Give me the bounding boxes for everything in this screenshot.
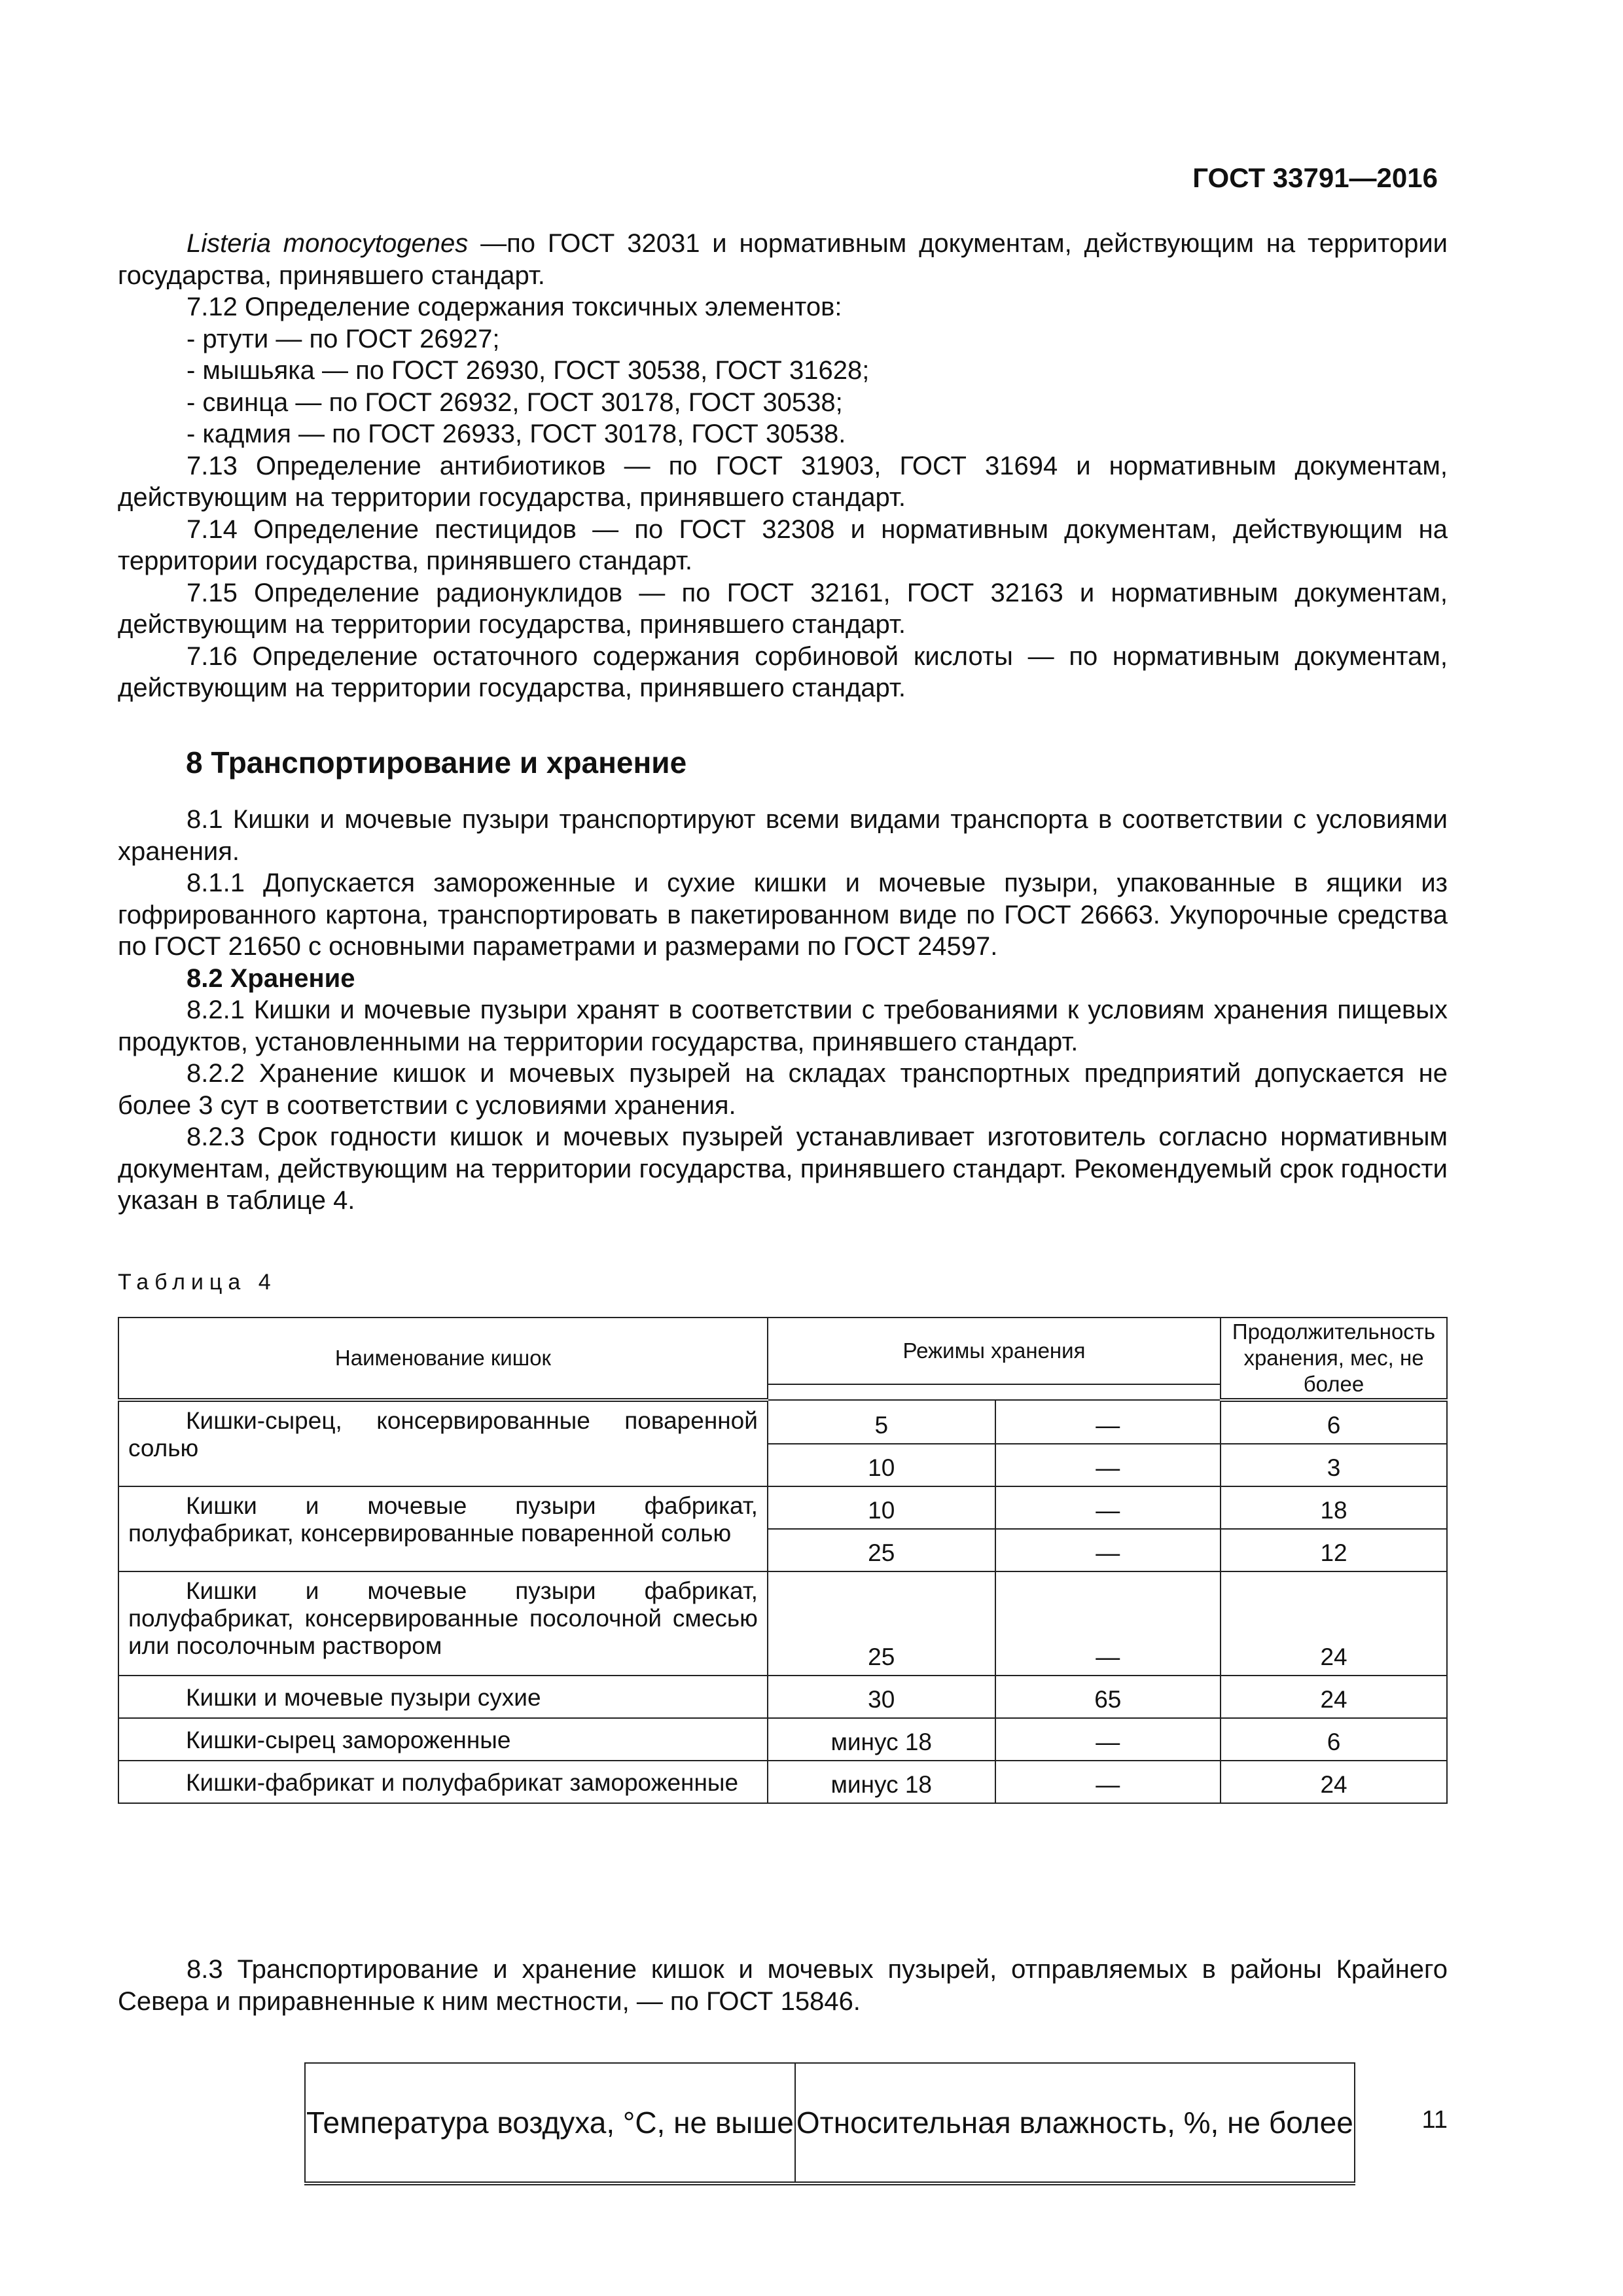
cell-temperature: 30	[768, 1676, 995, 1718]
cell-temperature: 25	[768, 1571, 995, 1676]
paragraph-7-13: 7.13 Определение антибиотиков — по ГОСТ 31903, ГОСТ 31694 и нормативным документам, действующим на территории государства, принявшего стандарт.	[118, 451, 1448, 512]
cell-humidity: —	[995, 1761, 1221, 1803]
list-item: - ртути — по ГОСТ 26927;	[187, 324, 500, 353]
cell-humidity: —	[995, 1486, 1221, 1529]
header-modes: Режимы хранения	[768, 1318, 1221, 1384]
paragraph-8-1: 8.1 Кишки и мочевые пузыри транспортируют всеми видами транспорта в соответствии с условиями хранения.	[118, 805, 1448, 866]
cell-duration: 3	[1221, 1444, 1447, 1486]
listeria-text: —по ГОСТ 32031 и нормативным документам, действующим на территории государства, принявшего стандарт.	[118, 229, 1448, 290]
cell-duration: 6	[1221, 1718, 1447, 1761]
cell-temperature: 5	[768, 1400, 995, 1444]
paragraph-7-15: 7.15 Определение радионуклидов — по ГОСТ 32161, ГОСТ 32163 и нормативным документам, действующим на территории государства, принявшего стандарт.	[118, 578, 1448, 639]
row-name: Кишки и мочевые пузыри фабрикат, полуфабрикат, консервированные посолочной смесью или посолочным раствором	[118, 1571, 768, 1676]
listeria-paragraph	[118, 228, 1448, 291]
paragraph-7-12: 7.12 Определение содержания токсичных элементов:	[187, 293, 842, 321]
paragraph-8-1-1: 8.1.1 Допускается замороженные и сухие кишки и мочевые пузыри, упакованные в ящики из гофрированного картона, транспортировать в пакетированном виде по ГОСТ 26663. Укупорочные средства по ГОСТ 21650 с основными параметрами и размерами по ГОСТ 24597.	[118, 869, 1448, 961]
cell-humidity: 65	[995, 1676, 1221, 1718]
paragraph-7-16: 7.16 Определение остаточного содержания сорбиновой кислоты — по нормативным документам, действующим на территории государства, принявшего стандарт.	[118, 641, 1448, 702]
section-8-text	[118, 804, 1448, 1217]
cell-temperature: минус 18	[768, 1761, 995, 1803]
paragraph-8-2-2: 8.2.2 Хранение кишок и мочевых пузырей на складах транспортных предприятий допускается не более 3 сут в соответствии с условиями хранения.	[118, 1059, 1448, 1120]
cell-temperature: 10	[768, 1486, 995, 1529]
paragraph-8-2-3: 8.2.3 Срок годности кишок и мочевых пузырей устанавливает изготовитель согласно нормативным документам, действующим на территории государства, принявшего стандарт. Рекомендуемый срок годности указан в таблице 4.	[118, 1122, 1448, 1215]
list-item: - мышьяка — по ГОСТ 26930, ГОСТ 30538, ГОСТ 31628;	[187, 356, 870, 385]
cell-duration: 18	[1221, 1486, 1447, 1529]
paragraph-8-3: 8.3 Транспортирование и хранение кишок и мочевых пузырей, отправляемых в районы Крайнего Севера и приравненные к ним местности, — по ГОСТ 15846.	[118, 1955, 1448, 2016]
section-7-text	[118, 228, 1448, 704]
cell-duration: 24	[1221, 1761, 1447, 1803]
section-8-heading: 8 Транспортирование и хранение	[186, 745, 687, 780]
header-name: Наименование кишок	[118, 1318, 768, 1400]
cell-humidity: —	[995, 1571, 1221, 1676]
cell-humidity: —	[995, 1529, 1221, 1571]
row-name: Кишки-сырец, консервированные поваренной солью	[118, 1400, 768, 1486]
cell-duration: 6	[1221, 1400, 1447, 1444]
list-item: - кадмия — по ГОСТ 26933, ГОСТ 30178, ГОСТ 30538.	[187, 420, 846, 448]
listeria-name: Listeria monocytogenes	[187, 229, 469, 258]
table-caption: Таблица 4	[118, 1270, 277, 1295]
cell-humidity: —	[995, 1444, 1221, 1486]
cell-temperature: 25	[768, 1529, 995, 1571]
paragraph-7-14: 7.14 Определение пестицидов — по ГОСТ 32308 и нормативным документам, действующим на территории государства, принявшего стандарт.	[118, 514, 1448, 575]
cell-humidity: —	[995, 1400, 1221, 1444]
header-temperature: Температура воздуха, °С, не выше	[305, 2063, 795, 2183]
list-item: - свинца — по ГОСТ 26932, ГОСТ 30178, ГОСТ 30538;	[187, 387, 843, 417]
header-duration: Продолжительность хранения, мес, не более	[1221, 1318, 1447, 1400]
cell-duration: 24	[1221, 1676, 1447, 1718]
cell-temperature: 10	[768, 1444, 995, 1486]
closing-text	[118, 1954, 1448, 2017]
subheading-8-2: 8.2 Хранение	[187, 963, 355, 993]
row-name: Кишки-фабрикат и полуфабрикат замороженные	[118, 1761, 768, 1803]
paragraph-8-2-1: 8.2.1 Кишки и мочевые пузыри хранят в соответствии с требованиями к условиям хранения пищевых продуктов, установленными на территории государства, принявшего стандарт.	[118, 996, 1448, 1056]
row-name: Кишки и мочевые пузыри сухие	[118, 1676, 768, 1718]
standard-number: ГОСТ 33791—2016	[1192, 162, 1438, 193]
row-name: Кишки-сырец замороженные	[118, 1718, 768, 1761]
cell-temperature: минус 18	[768, 1718, 995, 1761]
header-humidity: Относительная влажность, %, не более	[795, 2063, 1355, 2183]
cell-humidity: —	[995, 1718, 1221, 1761]
row-name: Кишки и мочевые пузыри фабрикат, полуфабрикат, консервированные поваренной солью	[118, 1486, 768, 1571]
cell-duration: 24	[1221, 1571, 1447, 1676]
page-number: 11	[1421, 2106, 1448, 2134]
cell-duration: 12	[1221, 1529, 1447, 1571]
